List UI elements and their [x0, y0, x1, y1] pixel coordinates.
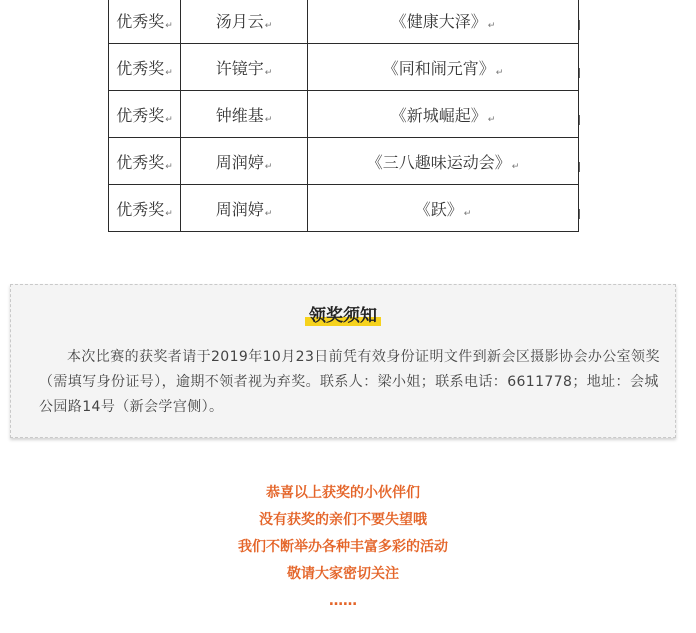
paragraph-mark-icon: ↵	[264, 67, 273, 78]
award-level: 优秀奖	[116, 11, 165, 31]
paragraph-mark-icon: ↵	[487, 20, 496, 31]
winner-name: 周润婷	[215, 152, 264, 172]
award-level: 优秀奖	[116, 105, 165, 125]
closing-ellipsis: ……	[329, 593, 357, 609]
winner-name: 汤月云	[215, 11, 264, 31]
work-title: 《新城崛起》	[390, 105, 487, 125]
paragraph-mark-icon: ↵	[165, 114, 173, 125]
award-cell	[109, 185, 181, 232]
cell-end-marker	[579, 162, 580, 172]
winner-name: 周润婷	[215, 199, 264, 219]
paragraph-mark-icon: ↵	[495, 67, 504, 78]
award-cell	[109, 44, 181, 91]
closing-message	[0, 480, 686, 615]
paragraph-mark-icon: ↵	[264, 114, 273, 125]
award-notice-box	[10, 284, 676, 438]
work-cell	[308, 44, 579, 91]
award-cell	[109, 0, 181, 44]
work-cell	[308, 0, 579, 44]
award-level: 优秀奖	[116, 199, 165, 219]
table-row	[109, 185, 579, 232]
name-cell	[181, 185, 308, 232]
cell-end-marker	[579, 20, 580, 30]
notice-body: 本次比赛的获奖者请于2019年10月23日前凭有效身份证明文件到新会区摄影协会办公室领奖（需填写身份证号），逾期不领者视为弃奖。联系人：梁小姐；联系电话：6611778；地址：会城公园路14号（新会学宫侧）。	[39, 349, 660, 415]
cell-end-marker	[579, 209, 580, 219]
work-title: 《健康大泽》	[390, 11, 487, 31]
closing-line: 恭喜以上获奖的小伙伴们	[266, 485, 420, 501]
cell-end-marker	[579, 115, 580, 125]
cell-end-markers	[579, 0, 583, 240]
table-row	[109, 0, 579, 44]
paragraph-mark-icon: ↵	[165, 20, 173, 31]
name-cell	[181, 91, 308, 138]
paragraph-mark-icon: ↵	[264, 20, 273, 31]
name-cell	[181, 138, 308, 185]
paragraph-mark-icon: ↵	[165, 67, 173, 78]
award-cell	[109, 138, 181, 185]
name-cell	[181, 0, 308, 44]
closing-line: 敬请大家密切关注	[287, 566, 399, 582]
table-row	[109, 91, 579, 138]
paragraph-mark-icon: ↵	[463, 208, 472, 219]
winner-name: 许镜宇	[215, 58, 264, 78]
paragraph-mark-icon: ↵	[511, 161, 520, 172]
award-level: 优秀奖	[116, 58, 165, 78]
work-title: 《跃》	[414, 199, 463, 219]
closing-line: 我们不断举办各种丰富多彩的活动	[238, 539, 448, 555]
paragraph-mark-icon: ↵	[264, 208, 273, 219]
winner-name: 钟维基	[215, 105, 264, 125]
award-table	[108, 0, 579, 232]
award-cell	[109, 91, 181, 138]
paragraph-mark-icon: ↵	[165, 208, 173, 219]
work-title: 《三八趣味运动会》	[366, 152, 511, 172]
table-row	[109, 44, 579, 91]
award-level: 优秀奖	[116, 152, 165, 172]
work-cell	[308, 138, 579, 185]
work-cell	[308, 91, 579, 138]
paragraph-mark-icon: ↵	[264, 161, 273, 172]
table-row	[109, 138, 579, 185]
paragraph-mark-icon: ↵	[487, 114, 496, 125]
work-cell	[308, 185, 579, 232]
name-cell	[181, 44, 308, 91]
cell-end-marker	[579, 68, 580, 78]
closing-line: 没有获奖的亲们不要失望哦	[259, 512, 427, 528]
notice-title-text: 领奖须知	[305, 304, 381, 328]
work-title: 《同和闹元宵》	[382, 58, 495, 78]
notice-title	[11, 304, 675, 328]
paragraph-mark-icon: ↵	[165, 161, 173, 172]
